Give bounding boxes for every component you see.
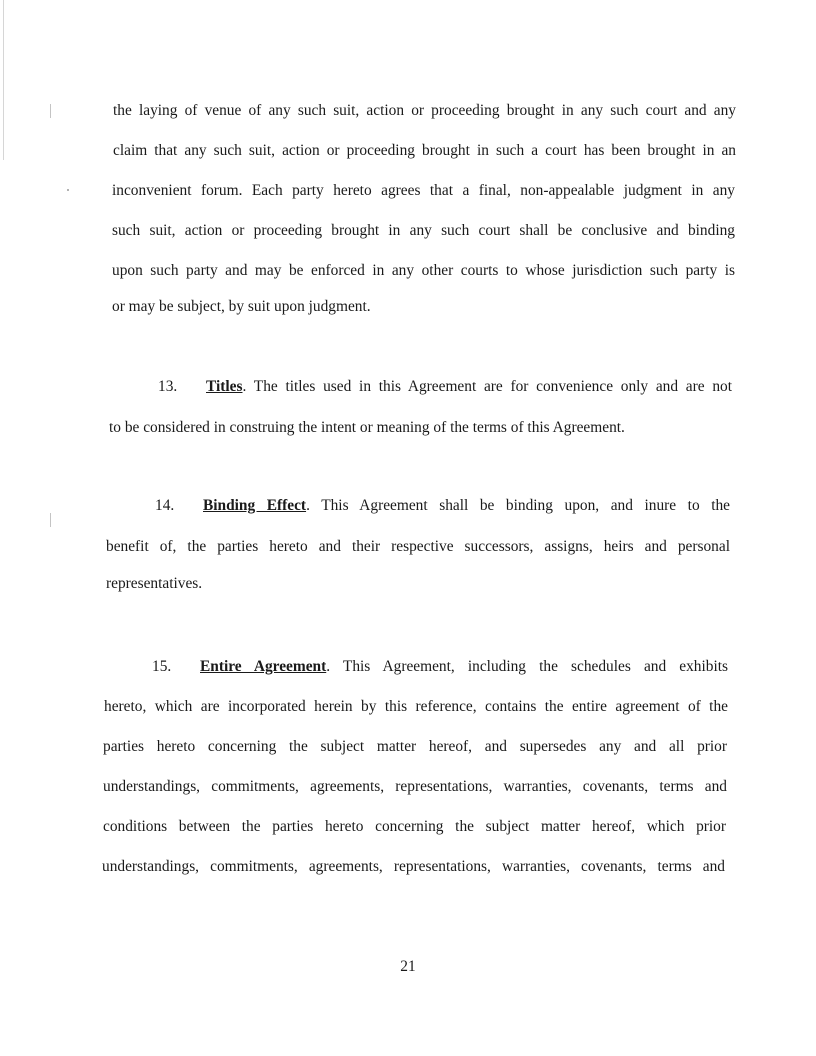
heading-period: . — [326, 658, 343, 675]
body-line: such suit, action or proceeding brought in any such court shall be conclusive and binding — [112, 222, 735, 239]
section-first-line — [152, 657, 728, 677]
body-line: to be considered in construing the intent or meaning of the terms of this Agreement. — [109, 419, 625, 436]
page-number: 21 — [400, 958, 416, 975]
section-first-line — [155, 496, 730, 516]
section-text: This Agreement, including the schedules and exhibits — [342, 658, 729, 675]
section-heading: Binding Effect — [203, 497, 307, 514]
body-line: or may be subject, by suit upon judgment. — [112, 298, 371, 315]
body-line: inconvenient forum. Each party hereto agrees that a final, non-appealable judgment in any — [112, 182, 735, 199]
body-line: conditions between the parties hereto concerning the subject matter hereof, which prior — [103, 818, 726, 835]
section-heading: Entire Agreement — [200, 658, 327, 675]
scan-mark-artifact — [50, 104, 51, 118]
body-line: the laying of venue of any such suit, action or proceeding brought in any such court and any — [113, 102, 736, 119]
heading-period: . — [242, 378, 254, 395]
section-first-line — [158, 377, 732, 397]
scan-dot-artifact — [67, 189, 69, 191]
section-heading: Titles — [206, 378, 243, 395]
body-line: hereto, which are incorporated herein by this reference, contains the entire agreement of the — [104, 698, 728, 715]
section-number: 13. — [158, 378, 178, 395]
section-number: 14. — [155, 497, 175, 514]
body-line: benefit of, the parties hereto and their respective successors, assigns, heirs and personal — [106, 538, 730, 555]
body-line: upon such party and may be enforced in any other courts to whose jurisdiction such party is — [112, 262, 735, 279]
section-text: This Agreement shall be binding upon, and inure to the — [321, 497, 731, 514]
body-line: representatives. — [106, 575, 203, 592]
scan-mark-artifact — [50, 513, 51, 527]
section-number: 15. — [152, 658, 172, 675]
body-line: understandings, commitments, agreements, representations, warranties, covenants, terms and — [103, 778, 727, 795]
scan-edge-artifact — [3, 0, 4, 160]
body-line: understandings, commitments, agreements, representations, warranties, covenants, terms and — [102, 858, 725, 875]
heading-period: . — [306, 497, 322, 514]
body-line: parties hereto concerning the subject matter hereof, and supersedes any and all prior — [103, 738, 727, 755]
section-text: The titles used in this Agreement are for convenience only and are not — [253, 378, 732, 395]
body-line: claim that any such suit, action or proceeding brought in such a court has been brought in an — [113, 142, 736, 159]
